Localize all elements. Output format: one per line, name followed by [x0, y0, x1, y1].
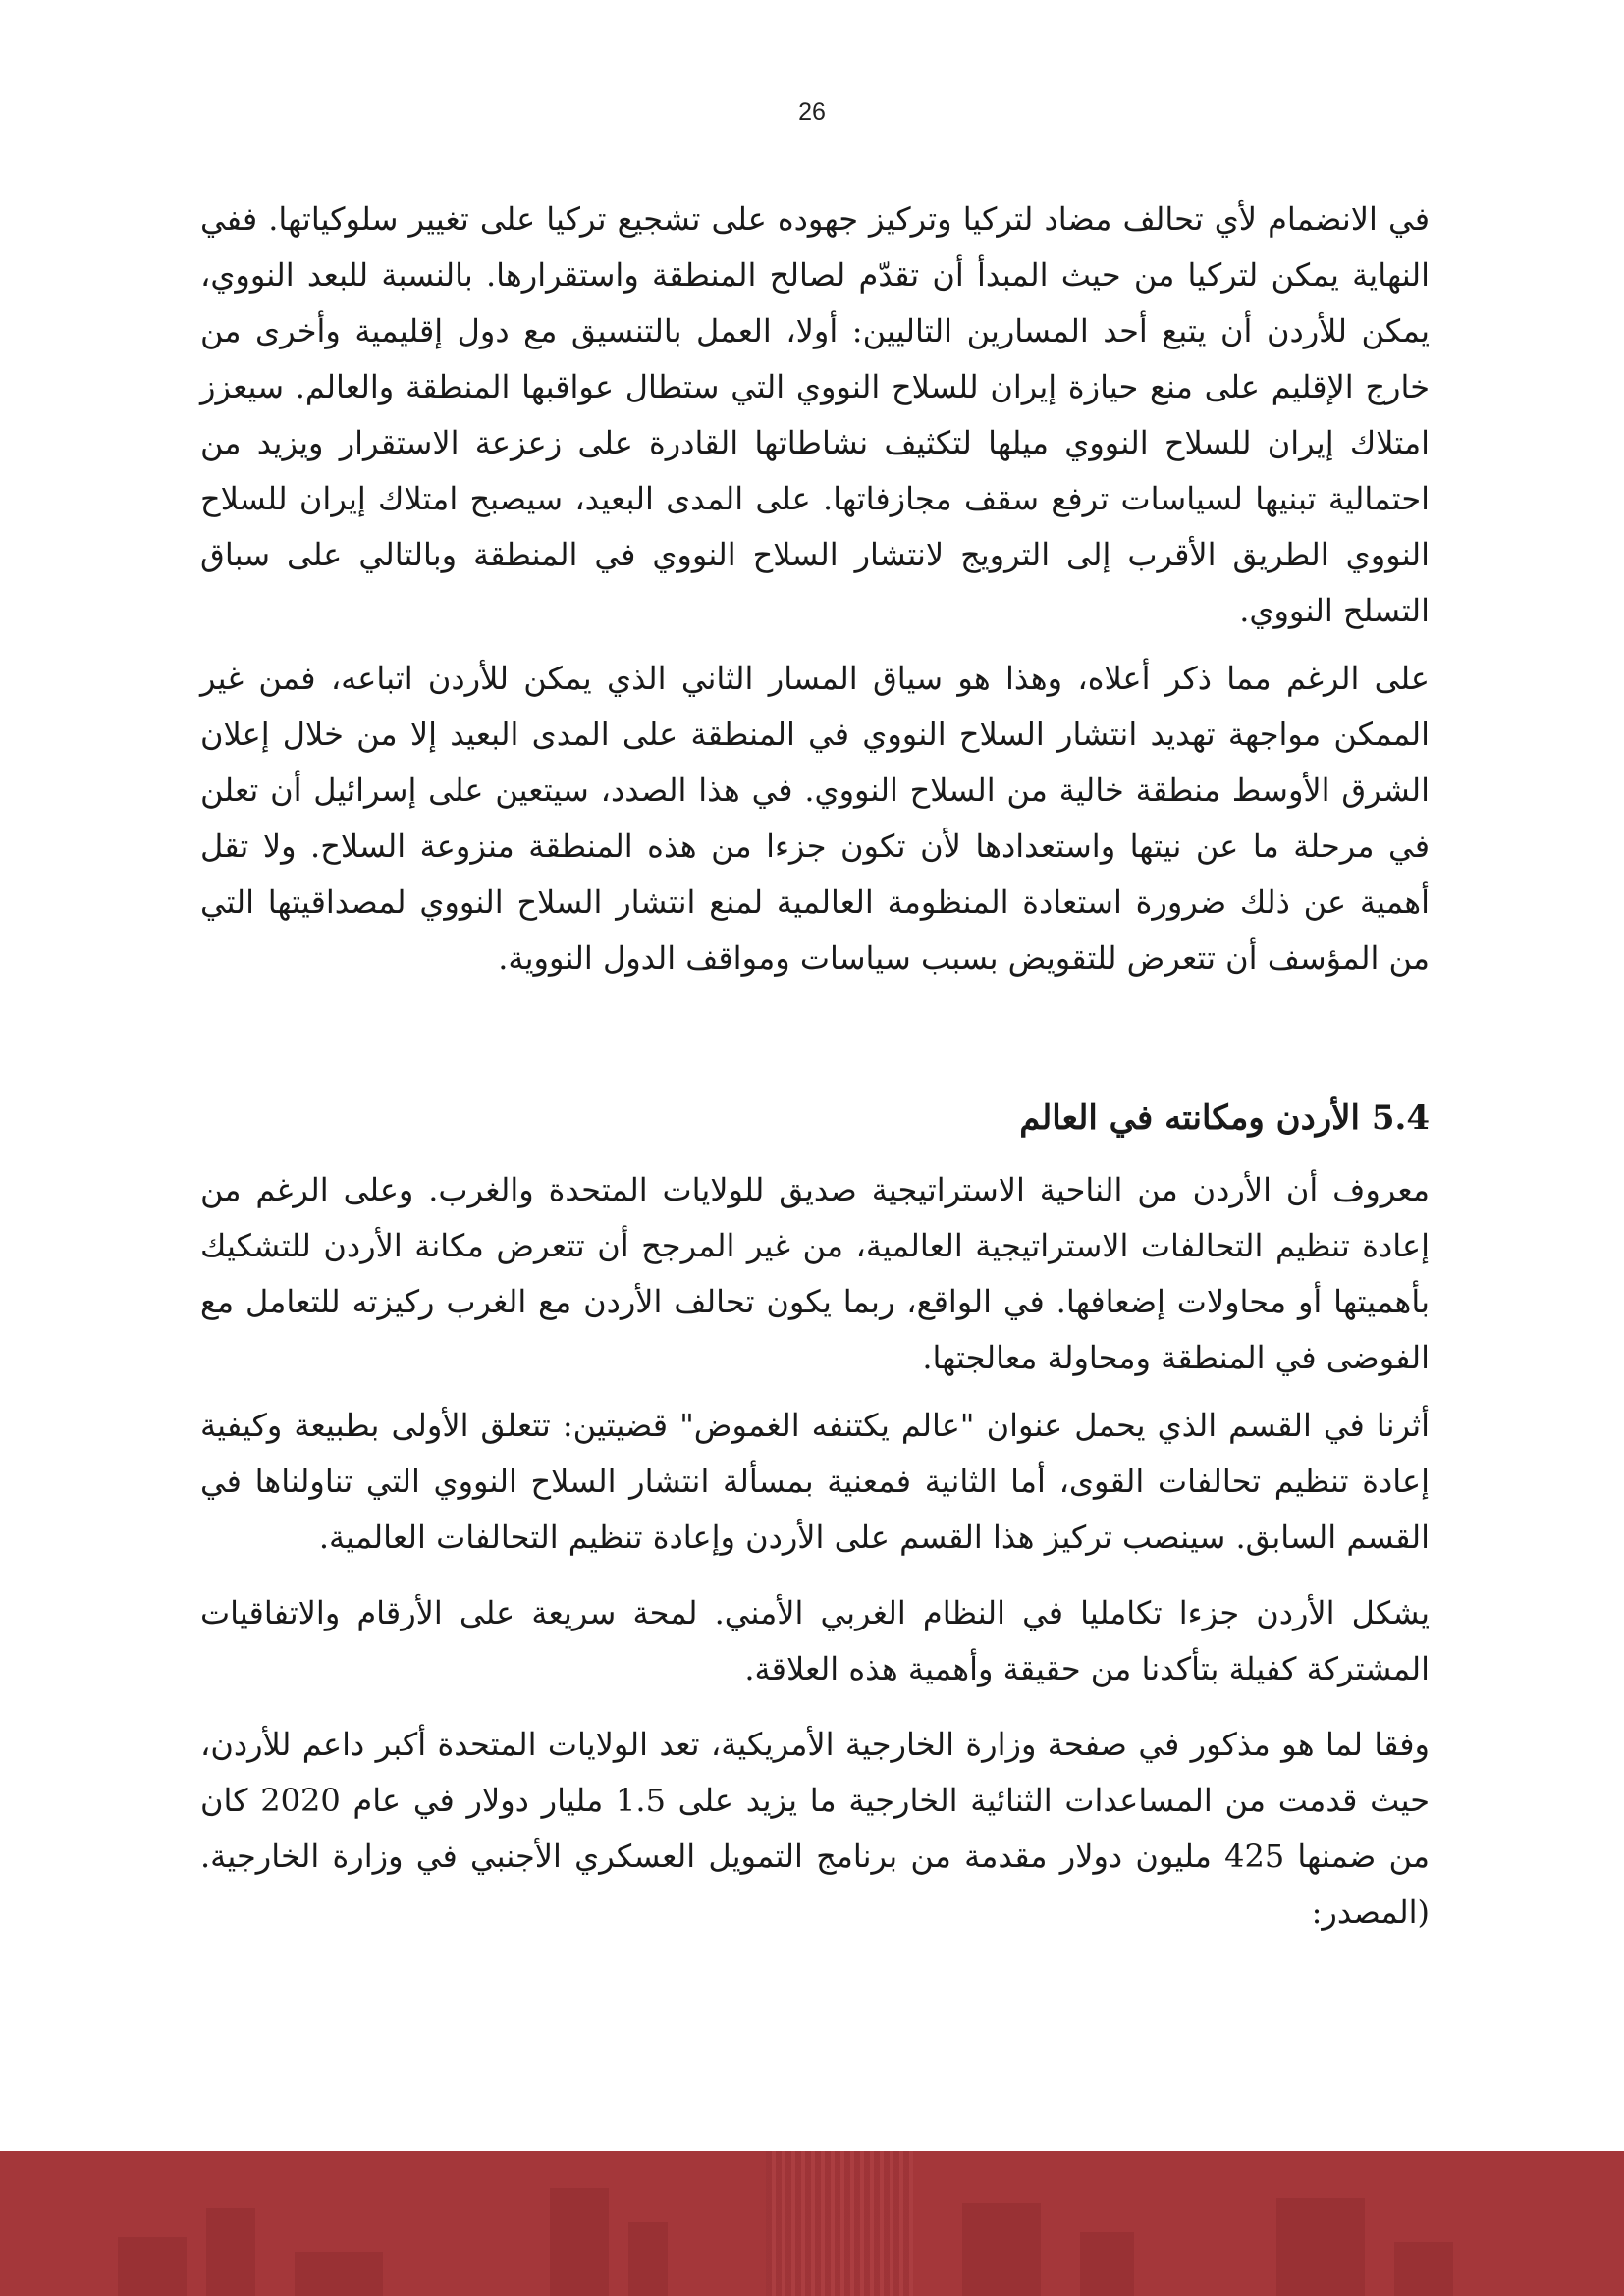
- section-heading: [200, 1091, 1430, 1147]
- paragraph-nuclear-free-zone: على الرغم مما ذكر أعلاه، وهذا هو سياق المسار الثاني الذي يمكن للأردن اتباعه، فمن غير الممكن مواجهة تهديد انتشار السلاح النووي في المنطقة على المدى البعيد إلا من خلال إعلان الشرق الأوسط منطقة خالية من السلاح النووي. في هذا الصدد، سيتعين على إسرائيل أن تعلن في مرحلة ما عن نيتها واستعدادها لأن تكون جزءا من هذه المنطقة منزوعة السلاح. ولا تقل أهمية عن ذلك ضرورة استعادة المنظومة العالمية لمنع انتشار السلاح النووي لمصداقيتها التي من المؤسف أن تتعرض للتقويض بسبب سياسات ومواقف الدول النووية.: [200, 660, 1431, 977]
- footer-skyline-shape: [962, 2203, 1041, 2296]
- footer-skyline-shape: [1276, 2198, 1365, 2296]
- footer-skyline-shape: [628, 2222, 668, 2296]
- footer-skyline-shape: [295, 2252, 383, 2296]
- paragraph-jordan-strategic-ally: معروف أن الأردن من الناحية الاستراتيجية صديق للولايات المتحدة والغرب. وعلى الرغم من إعادة تنظيم التحالفات الاستراتيجية العالمية، من غير المرجح أن تتعرض مكانة الأردن للتشكيك بأهميتها أو محاولات إضعافها. في الواقع، ربما يكون تحالف الأردن مع الغرب ركيزته للتعامل مع الفوضى في المنطقة ومحاولة معالجتها.: [200, 1171, 1430, 1376]
- paragraph-western-security-system: يشكل الأردن جزءا تكامليا في النظام الغربي الأمني. لمحة سريعة على الأرقام والاتفاقيات المشتركة كفيلة بتأكدنا من حقيقة وأهمية هذه العلاقة.: [200, 1594, 1430, 1687]
- paragraph-turkey-iran-nuclear: في الانضمام لأي تحالف مضاد لتركيا وتركيز جهوده على تشجيع تركيا على تغيير سلوكياتها. ففي النهاية يمكن لتركيا من حيث المبدأ أن تقدّم لصالح المنطقة واستقرارها. بالنسبة للبعد النووي، يمكن للأردن أن يتبع أحد المسارين التاليين: أولا، العمل بالتنسيق مع دول إقليمية وأخرى من خارج الإقليم على منع حيازة إيران للسلاح النووي التي ستطال عواقبها المنطقة والعالم. سيعزز امتلاك إيران للسلاح النووي ميلها لتكثيف نشاطاتها القادرة على زعزعة الاستقرار ويزيد من احتمالية تبنيها لسياسات ترفع سقف مجازفاتها. على المدى البعيد، سيصبح امتلاك إيران للسلاح النووي الطريق الأقرب إلى الترويج لانتشار السلاح النووي في المنطقة وبالتالي على سباق التسلح النووي.: [200, 200, 1430, 629]
- footer-skyline-shape: [550, 2188, 609, 2296]
- document-body: [200, 191, 1430, 1952]
- footer-building-pattern: [766, 2151, 913, 2296]
- footer-skyline-shape: [1080, 2232, 1134, 2296]
- page-number: 26: [798, 98, 826, 126]
- footer-band: [0, 2151, 1624, 2296]
- footer-skyline-shape: [118, 2237, 187, 2296]
- section-title: الأردن ومكانته في العالم: [1019, 1098, 1360, 1138]
- footer-skyline-shape: [206, 2208, 255, 2296]
- paragraph-uncertain-world: أثرنا في القسم الذي يحمل عنوان "عالم يكتنفه الغموض" قضيتين: تتعلق الأولى بطبيعة وكيفية إعادة تنظيم تحالفات القوى، أما الثانية فمعنية بمسألة انتشار السلاح النووي التي تناولناها في القسم السابق. سينصب تركيز هذا القسم على الأردن وإعادة تنظيم التحالفات العالمية.: [200, 1407, 1430, 1556]
- paragraph-us-assistance: وفقا لما هو مذكور في صفحة وزارة الخارجية الأمريكية، تعد الولايات المتحدة أكبر داعم للأردن، حيث قدمت من المساعدات الثنائية الخارجية ما يزيد على 1.5 مليار دولار في عام 2020 كان من ضمنها 425 مليون دولار مقدمة من برنامج التمويل العسكري الأجنبي في وزارة الخارجية. (المصدر:: [200, 1726, 1431, 1931]
- section-number: 5.4: [1371, 1098, 1430, 1138]
- footer-skyline-shape: [1394, 2242, 1453, 2296]
